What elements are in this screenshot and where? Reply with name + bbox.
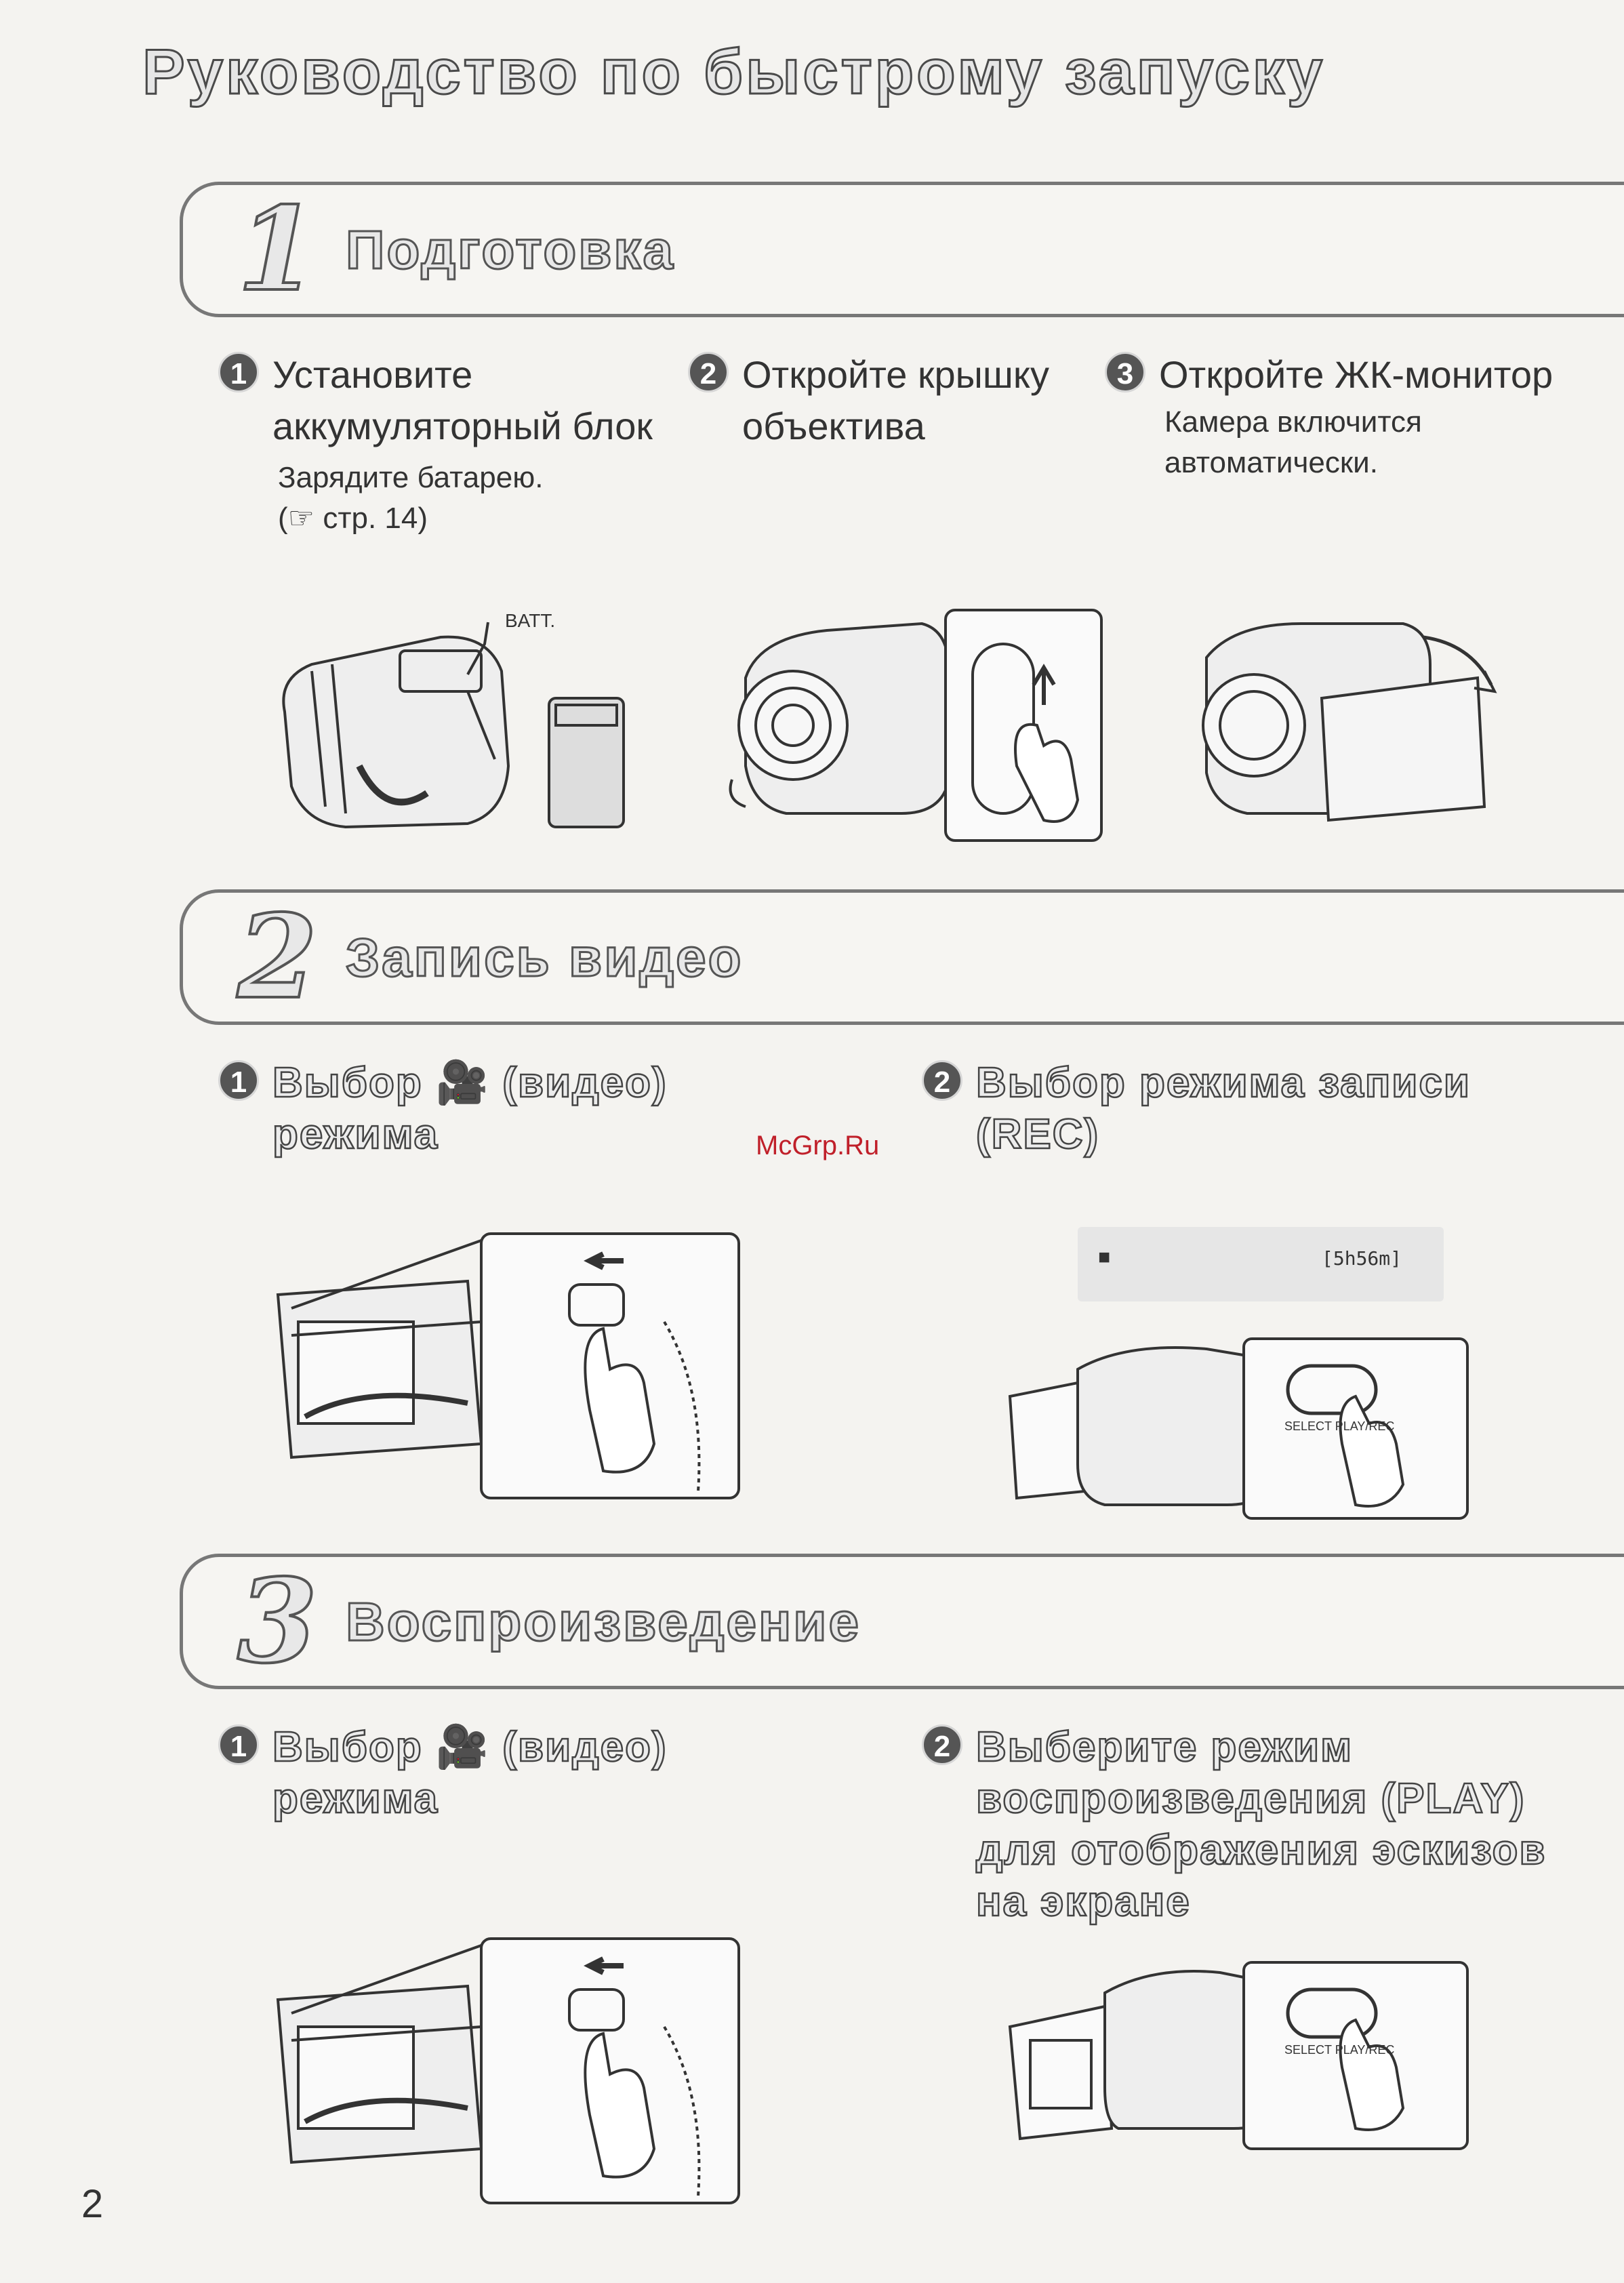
step-badge: 2 xyxy=(688,352,729,392)
section-preparation xyxy=(180,182,1624,317)
button-label: SELECT PLAY/REC xyxy=(1284,1419,1395,1433)
step-badge: 1 xyxy=(218,352,259,392)
remaining-time: [5h56m] xyxy=(1322,1247,1402,1270)
step-badge: 2 xyxy=(922,1724,962,1765)
section-video-recording xyxy=(180,889,1624,1025)
section-playback xyxy=(180,1554,1624,1689)
step-title: Выберите режим воспроизведения (PLAY) для отображения эскизов на экране xyxy=(976,1724,1547,1925)
mode-switch-illustration xyxy=(264,1220,752,1505)
step-badge: 2 xyxy=(922,1060,962,1101)
step-badge: 1 xyxy=(218,1060,259,1101)
page-title: Руководство по быстрому запуску xyxy=(142,36,1326,107)
step-description: Камера включится автоматически. xyxy=(1164,405,1422,479)
section-number: 3 xyxy=(237,1554,318,1689)
lcd-open-illustration xyxy=(1166,597,1505,854)
rec-button-illustration xyxy=(1003,1329,1478,1525)
battery-label: BATT. xyxy=(505,610,556,631)
step-badge: 3 xyxy=(1105,352,1145,392)
step-description: Зарядите батарею. (☞ стр. 14) xyxy=(278,461,544,535)
step-title: Откройте ЖК-монитор xyxy=(1159,353,1554,396)
battery-illustration xyxy=(264,597,644,854)
step-title: Установите аккумуляторный блок xyxy=(272,353,653,447)
step-title: Выбор 🎥 (видео) режима xyxy=(272,1059,668,1158)
step-title: Выбор 🎥 (видео) режима xyxy=(272,1724,668,1822)
button-label: SELECT PLAY/REC xyxy=(1284,2043,1395,2057)
section-title: Запись видео xyxy=(346,927,744,988)
step-title: Откройте крышку объектива xyxy=(742,353,1049,447)
play-button-illustration xyxy=(1003,1952,1478,2156)
video-mode-icon: ■ xyxy=(1098,1246,1111,1268)
section-title: Подготовка xyxy=(346,220,675,280)
step-title: Выбор режима записи (REC) xyxy=(976,1059,1471,1158)
section-number: 2 xyxy=(237,889,318,1025)
page-number: 2 xyxy=(81,2182,104,2226)
section-number: 1 xyxy=(237,182,318,317)
section-title: Воспроизведение xyxy=(346,1592,861,1652)
watermark: McGrp.Ru xyxy=(756,1131,880,1160)
mode-switch-illustration-playback xyxy=(264,1925,752,2210)
lcd-screen-readout xyxy=(1078,1227,1444,1301)
lens-cover-illustration xyxy=(718,597,1112,854)
step-badge: 1 xyxy=(218,1724,259,1765)
